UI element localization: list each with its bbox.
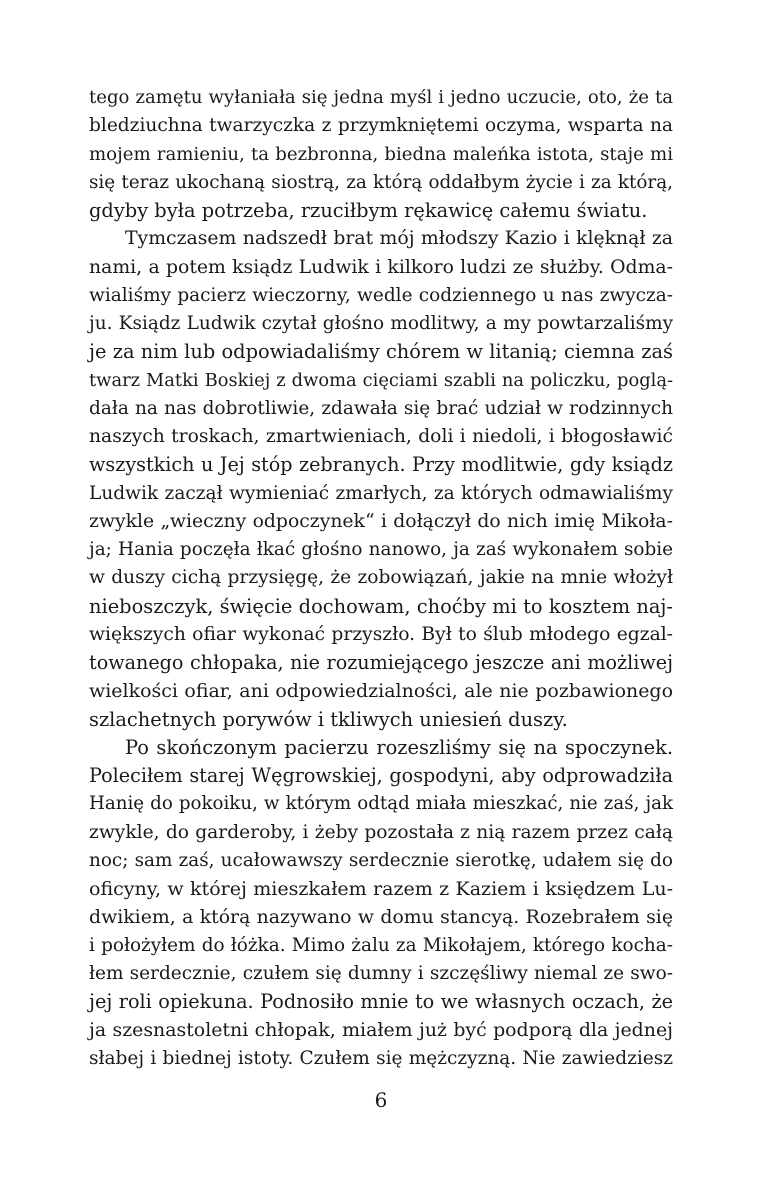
text-line: większych ofiar wykonać przyszło. Był to ślub młodego egzal-	[89, 623, 673, 645]
body-text	[89, 84, 673, 1073]
text-line: wielkości ofiar, ani odpowiedzialności, ale nie pozbawionego	[89, 680, 673, 703]
text-line: bledziuchna twarzyczka z przymkniętemi oczyma, wsparta na	[89, 115, 673, 137]
text-line: wialiśmy pacierz wieczorny, wedle codziennego u nas zwycza-	[89, 284, 673, 306]
text-line: Po skończonym pacierzu rozeszliśmy się na spoczynek.	[125, 735, 673, 759]
text-line: słabej i biednej istoty. Czułem się mężczyzną. Nie zawiedziesz	[89, 1047, 673, 1069]
text-line: szlachetnych porywów i tkliwych uniesień duszy.	[89, 707, 568, 731]
text-line: oficyny, w której mieszkałem razem z Kaziem i księdzem Lu-	[89, 878, 673, 900]
text-line: dała na nas dobrotliwie, zdawała się brać udział w rodzinnych	[89, 397, 673, 419]
text-line: twarz Matki Boskiej z dwoma cięciami szabli na policzku, poglą-	[89, 369, 673, 391]
text-line: ja; Hania poczęła łkać głośno nanowo, ja zaś wykonałem sobie	[89, 539, 673, 560]
text-line: jej roli opiekuna. Podnosiło mnie to we własnych oczach, że	[89, 990, 673, 1013]
text-line: gdyby była potrzeba, rzuciłbym rękawicę całemu światu.	[89, 199, 648, 222]
text-line: wszystkich u Jej stóp zebranych. Przy modlitwie, gdy ksiądz	[89, 453, 673, 477]
text-line: mojem ramieniu, ta bezbronna, biedna maleńka istota, staje mi	[89, 143, 673, 165]
text-line: ja szesnastoletni chłopak, miałem już być podporą dla jednej	[89, 1019, 673, 1042]
page-number: 6	[374, 1088, 388, 1112]
text-line: łem serdecznie, czułem się dumny i szczęśliwy niemal ze swo-	[89, 962, 673, 984]
text-line: zwykle, do garderoby, i żeby pozostała z nią razem przez całą	[89, 821, 673, 843]
text-line: nieboszczyk, święcie dochowam, choćby mi to kosztem naj-	[89, 594, 673, 618]
text-line: w duszy cichą przysięgę, że zobowiązań, jakie na mnie włożył	[89, 567, 673, 589]
text-line: noc; sam zaś, ucałowawszy serdecznie sierotkę, udałem się do	[89, 849, 673, 871]
text-line: Ludwik zaczął wymieniać zmarłych, za których odmawialiśmy	[89, 482, 673, 504]
text-line: i położyłem do łóżka. Mimo żalu za Mikołajem, którego kocha-	[89, 934, 673, 956]
text-line: dwikiem, a którą nazywano w domu stancyą. Rozebrałem się	[89, 906, 673, 929]
text-line: tego zamętu wyłaniała się jedna myśl i jedno uczucie, oto, że ta	[89, 87, 673, 108]
text-line: Poleciłem starej Węgrowskiej, gospodyni, aby odprowadziła	[89, 764, 673, 787]
text-line: je za nim lub odpowiadaliśmy chórem w litanią; ciemna zaś	[89, 340, 673, 364]
text-line: nami, a potem ksiądz Ludwik i kilkoro ludzi ze służby. Odma-	[89, 256, 673, 278]
text-line: towanego chłopaka, nie rozumiejącego jeszcze ani możliwej	[89, 651, 673, 674]
text-line: się teraz ukochaną siostrą, za którą oddałbym życie i za którą,	[89, 171, 673, 193]
text-line: Hanię do pokoiku, w którym odtąd miała mieszkać, nie zaś, jak	[89, 793, 673, 815]
text-line: ju. Ksiądz Ludwik czytał głośno modlitwy, a my powtarzaliśmy	[89, 313, 673, 334]
text-line: zwykle „wieczny odpoczynek“ i dołączył do nich imię Mikoła-	[89, 510, 673, 532]
text-line: Tymczasem nadszedł brat mój młodszy Kazio i klęknął za	[125, 228, 673, 250]
text-line: naszych troskach, zmartwieniach, doli i niedoli, i błogosławić	[89, 426, 673, 447]
